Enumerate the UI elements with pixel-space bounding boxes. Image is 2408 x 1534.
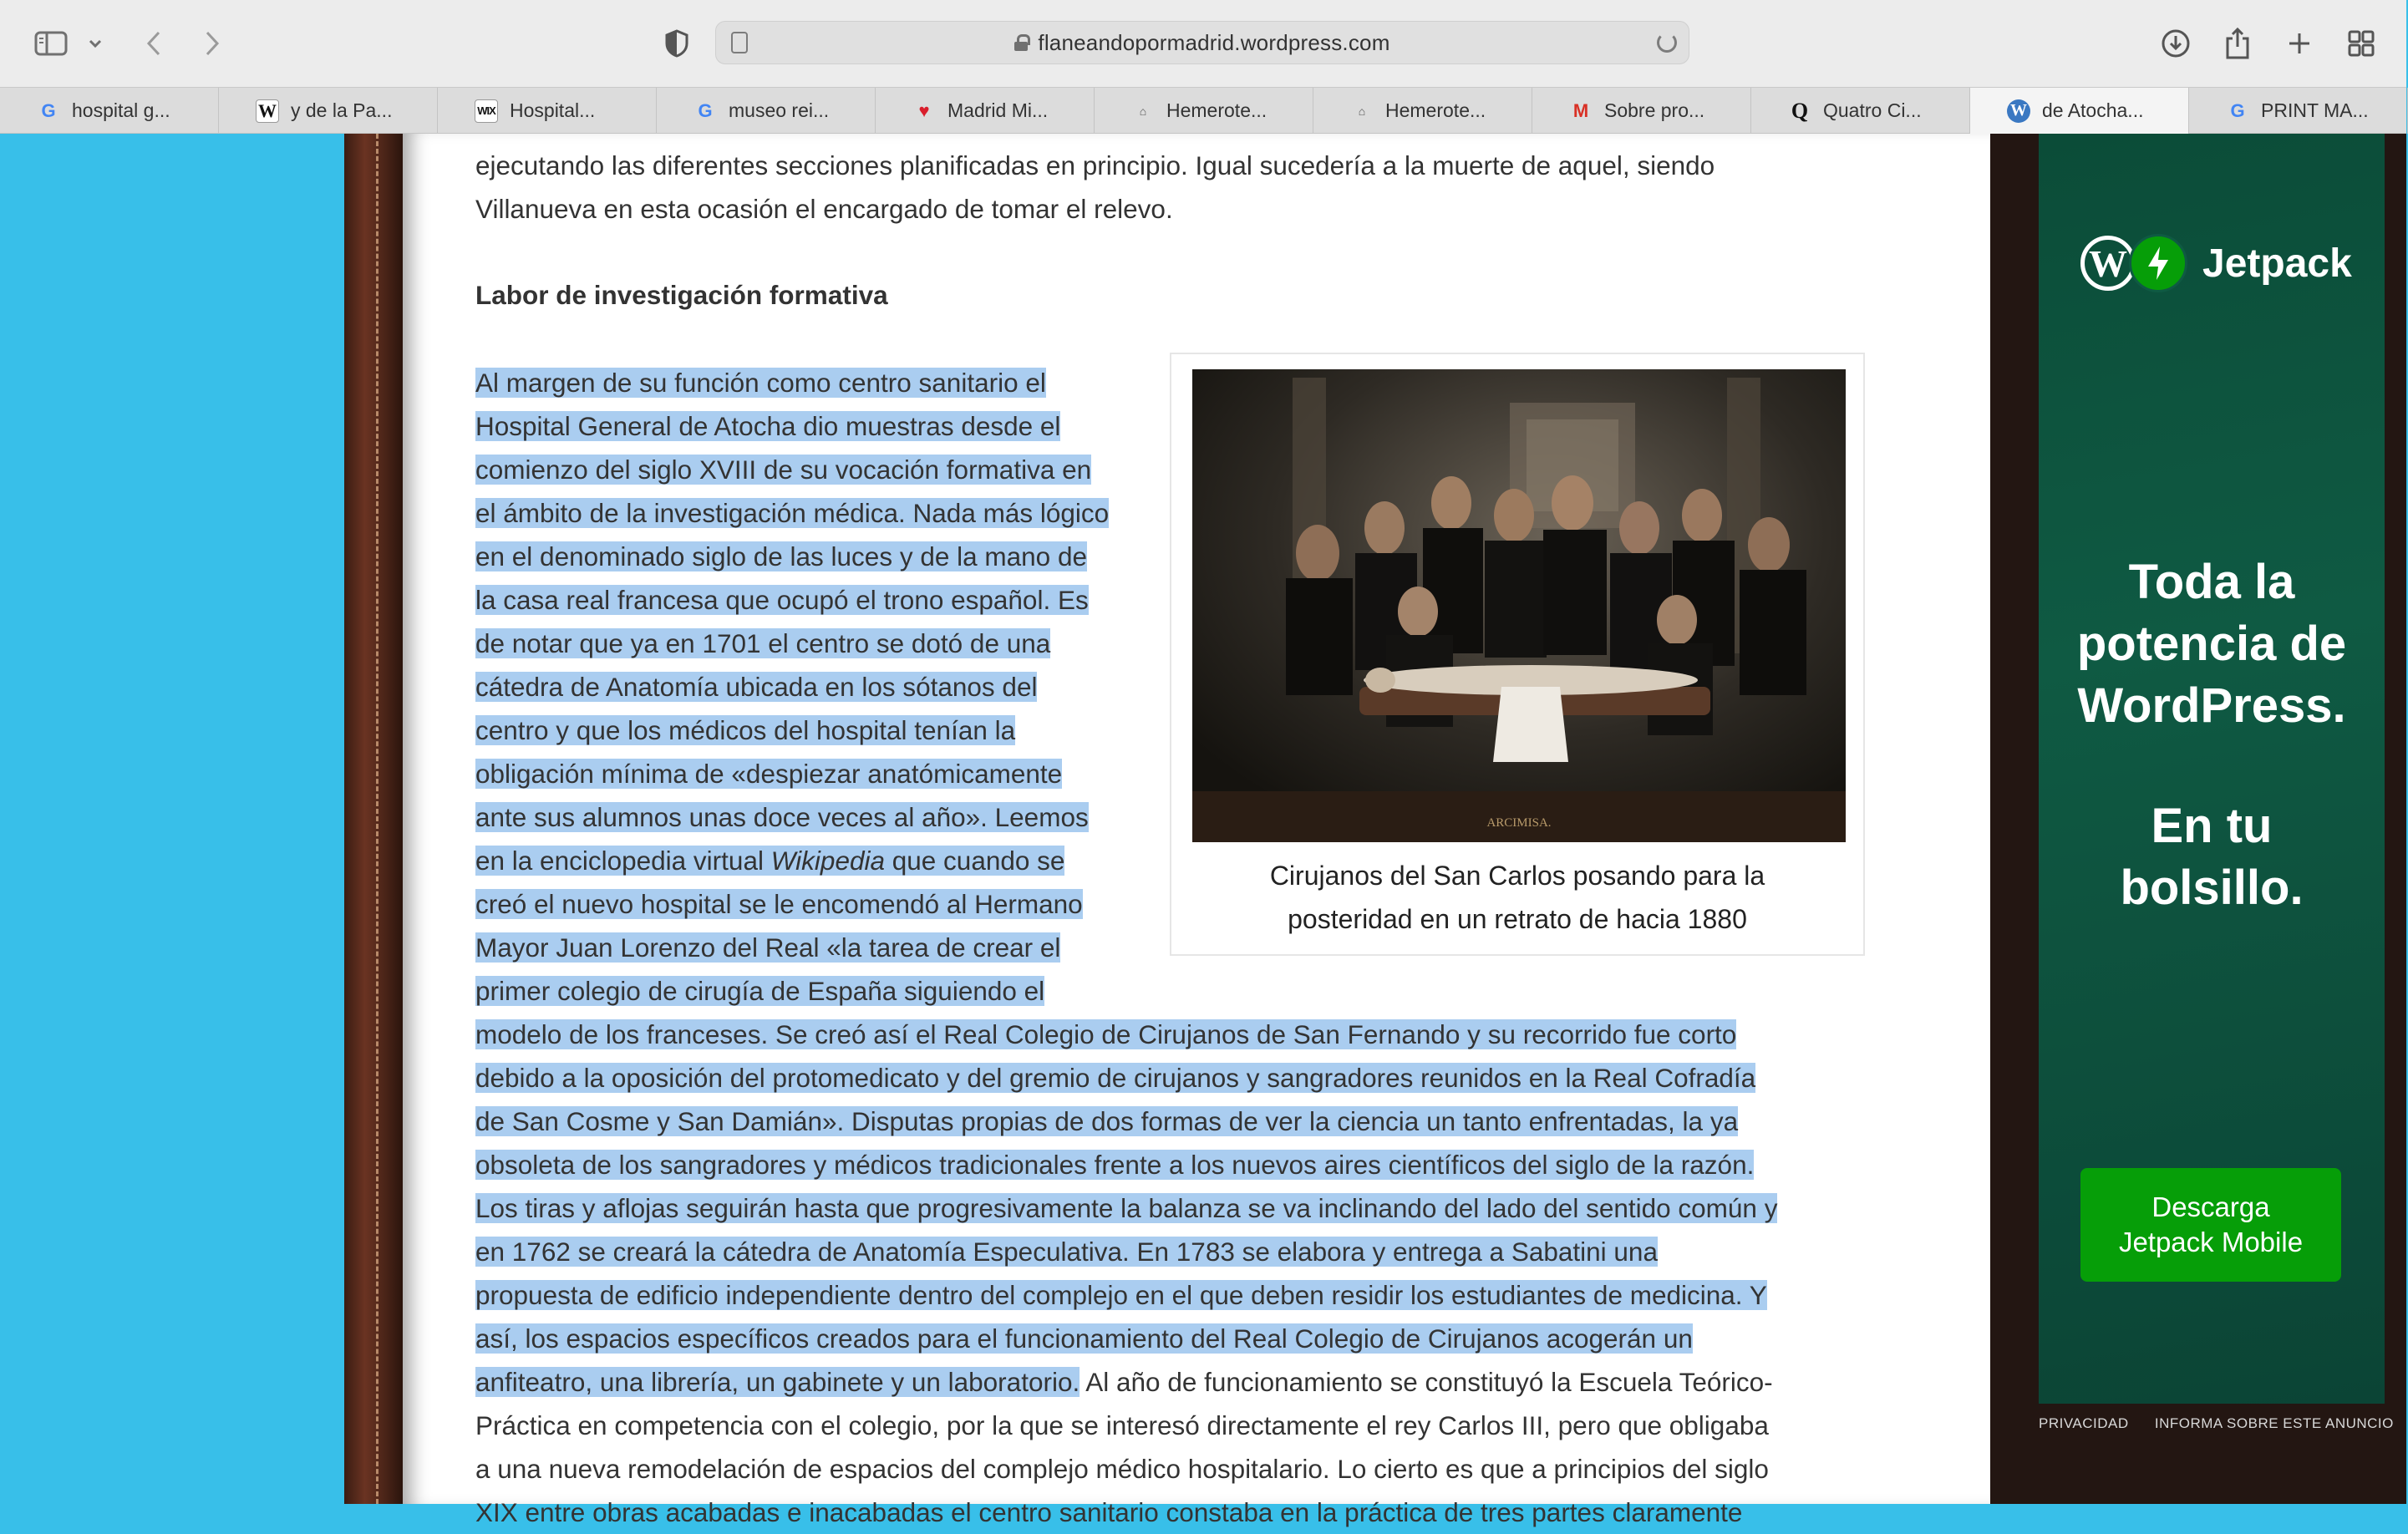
wiki-after: que cuando se bbox=[885, 846, 1065, 876]
figure-caption bbox=[1171, 854, 1863, 941]
privacy-link[interactable]: PRIVACIDAD bbox=[2039, 1415, 2129, 1431]
article-line: a una nueva remodelación de espacios del complejo médico hospitalario. Lo cierto es que a principios del siglo bbox=[475, 1454, 1769, 1484]
selected-text: la casa real francesa que ocupó el trono español. Es bbox=[475, 585, 1089, 615]
section-heading: Labor de investigación formativa bbox=[475, 280, 888, 310]
wordpress-icon: W bbox=[2007, 99, 2030, 123]
article-line: Villanueva en esta ocasión el encargado de tomar el relevo. bbox=[475, 194, 1173, 224]
tab-print[interactable] bbox=[2189, 88, 2408, 134]
gmail-icon: M bbox=[1572, 99, 1589, 121]
tab-label: hospital g... bbox=[72, 99, 170, 121]
tab-hemeroteca-1[interactable] bbox=[1095, 88, 1313, 134]
tab-label: PRINT MA... bbox=[2261, 99, 2369, 121]
article-line bbox=[475, 1230, 1658, 1273]
selected-text: obligación mínima de «despiezar anatómicamente bbox=[475, 759, 1063, 789]
selected-text: Mayor Juan Lorenzo del Real «la tarea de crear el bbox=[475, 932, 1061, 963]
caption-line: Cirujanos del San Carlos posando para la bbox=[1269, 861, 1765, 891]
article-line bbox=[475, 404, 1060, 448]
ad-headline bbox=[2039, 551, 2385, 737]
jetpack-bolt-icon bbox=[2129, 234, 2187, 292]
wikipedia-link[interactable]: Wikipedia bbox=[770, 846, 885, 876]
tab-gmail[interactable] bbox=[1532, 88, 1751, 134]
ad-headline-line: Toda la bbox=[2128, 555, 2295, 609]
selected-text bbox=[475, 846, 1064, 876]
bne-icon: ⌂ bbox=[1139, 104, 1147, 118]
article-line bbox=[475, 1273, 1767, 1317]
article-line bbox=[475, 1100, 1738, 1143]
ad-subline-line: bolsillo. bbox=[2120, 861, 2304, 915]
selected-text: obsoleta de los sangradores y médicos tradicionales frente a los nuevos aires científicos del siglo de la razón. bbox=[475, 1150, 1755, 1180]
google-icon: G bbox=[698, 99, 713, 121]
tab-bar bbox=[0, 87, 2406, 134]
article-line bbox=[475, 1143, 1754, 1186]
leather-border bbox=[344, 134, 403, 1504]
url-text: flaneandopormadrid.wordpress.com bbox=[1038, 29, 1390, 55]
tab-label: Madrid Mi... bbox=[947, 99, 1049, 121]
privacy-shield-icon[interactable] bbox=[660, 18, 693, 69]
quora-icon: Q bbox=[1791, 98, 1809, 123]
article-line bbox=[475, 926, 1060, 969]
selected-text: modelo de los franceses. Se creó así el Real Colegio de Cirujanos de San Fernando y su recorrido fue corto bbox=[475, 1019, 1737, 1049]
google-icon: G bbox=[2230, 99, 2245, 121]
selected-text: Hospital General de Atocha dio muestras desde el bbox=[475, 411, 1061, 441]
tab-madrid[interactable] bbox=[876, 88, 1095, 134]
new-tab-icon[interactable] bbox=[2281, 18, 2318, 69]
article-line bbox=[475, 882, 1083, 926]
article-line bbox=[475, 1186, 1777, 1230]
browser-toolbar bbox=[0, 0, 2406, 87]
lock-icon bbox=[1014, 34, 1028, 51]
selected-text: propuesta de edificio independiente dentro del complejo en el que deben residir los estudiantes de medicina. Y bbox=[475, 1280, 1767, 1310]
selected-text: en 1762 se creará la cátedra de Anatomía Especulativa. En 1783 se elabora y entrega a Sabatini una bbox=[475, 1237, 1658, 1267]
sidebar-toggle-icon[interactable] bbox=[32, 18, 70, 69]
unselected-text: Al año de funcionamiento se constituyó la Escuela Teórico- bbox=[1080, 1367, 1773, 1397]
selected-text: comienzo del siglo XVIII de su vocación formativa en bbox=[475, 455, 1092, 485]
tab-de-atocha[interactable] bbox=[1970, 88, 2189, 134]
article-line bbox=[475, 578, 1089, 622]
tab-label: de Atocha... bbox=[2042, 99, 2144, 121]
selected-text: en el denominado siglo de las luces y de la mano de bbox=[475, 541, 1087, 571]
ad-headline-line: potencia de bbox=[2076, 617, 2347, 671]
downloads-icon[interactable] bbox=[2157, 18, 2194, 69]
google-icon: G bbox=[41, 99, 56, 121]
selected-text: así, los espacios específicos creados para el funcionamiento del Real Colegio de Cirujanos acogerán un bbox=[475, 1323, 1693, 1354]
tab-label: y de la Pa... bbox=[291, 99, 393, 121]
article-line bbox=[475, 491, 1109, 535]
selected-text: ante sus alumnos unas doce veces al año». Leemos bbox=[475, 802, 1089, 832]
wordpress-logo-icon: W bbox=[2080, 236, 2136, 291]
tab-hospital[interactable] bbox=[0, 88, 219, 134]
tab-label: Sobre pro... bbox=[1604, 99, 1705, 121]
selected-text: creó el nuevo hospital se le encomendó al Hermano bbox=[475, 889, 1083, 919]
bne-icon: ⌂ bbox=[1358, 104, 1366, 118]
article-line: XIX entre obras acabadas e inacabadas el centro sanitario constaba en la práctica de tres partes claramente bbox=[475, 1497, 1743, 1527]
article-line bbox=[475, 752, 1062, 795]
ad-footer bbox=[2039, 1415, 2394, 1432]
chevron-down-icon[interactable] bbox=[84, 18, 107, 69]
tab-wikipedia[interactable] bbox=[219, 88, 438, 134]
selected-text: centro y que los médicos del hospital tenían la bbox=[475, 715, 1016, 745]
selected-text: debido a la oposición del protomedicato y del gremio de cirujanos y sangradores reunidos en la Real Cofradía bbox=[475, 1063, 1756, 1093]
tab-label: Hospital... bbox=[510, 99, 596, 121]
selected-text: Al margen de su función como centro sanitario el bbox=[475, 368, 1046, 398]
article-line: Práctica en competencia con el colegio, por la que se interesó directamente el rey Carlos III, pero que obligaba bbox=[475, 1410, 1769, 1440]
wiki-before: en la enciclopedia virtual bbox=[475, 846, 771, 876]
tab-hemeroteca-2[interactable] bbox=[1313, 88, 1532, 134]
tab-label: Quatro Ci... bbox=[1823, 99, 1922, 121]
selected-text: anfiteatro, una librería, un gabinete y un laboratorio. bbox=[475, 1367, 1080, 1397]
tab-label: museo rei... bbox=[729, 99, 830, 121]
article-line bbox=[475, 795, 1089, 839]
selected-text: Los tiras y aflojas seguirán hasta que progresivamente la balanza se va inclinando del lado del sentido común y bbox=[475, 1193, 1778, 1223]
article-line bbox=[475, 839, 1064, 882]
selected-text: el ámbito de la investigación médica. Nada más lógico bbox=[475, 498, 1110, 528]
tab-overview-icon[interactable] bbox=[2343, 18, 2380, 69]
report-ad-link[interactable]: INFORMA SOBRE ESTE ANUNCIO bbox=[2154, 1415, 2394, 1431]
ad-headline-line: WordPress. bbox=[2077, 678, 2346, 733]
reader-mode-icon[interactable] bbox=[731, 32, 748, 53]
ad-subline bbox=[2039, 795, 2385, 919]
article-line bbox=[475, 448, 1091, 491]
caption-line: posteridad en un retrato de hacia 1880 bbox=[1288, 904, 1747, 934]
wikipedia-icon: W bbox=[256, 99, 279, 123]
tab-label: Hemerote... bbox=[1385, 99, 1486, 121]
painting-plaque: ARCIMISA. bbox=[1486, 816, 1552, 830]
selected-text: de notar que ya en 1701 el centro se dotó de una bbox=[475, 628, 1051, 658]
jetpack-ad[interactable] bbox=[2039, 134, 2385, 1404]
selected-text: cátedra de Anatomía ubicada en los sótanos del bbox=[475, 672, 1038, 702]
article-line bbox=[475, 361, 1046, 404]
back-icon[interactable] bbox=[137, 18, 170, 69]
button-line: Descarga bbox=[2151, 1191, 2270, 1222]
jetpack-logo bbox=[2080, 234, 2352, 292]
tab-label: Hemerote... bbox=[1166, 99, 1268, 121]
address-bar[interactable] bbox=[715, 21, 1689, 64]
figure bbox=[1170, 353, 1865, 956]
ad-brand: Jetpack bbox=[2202, 241, 2352, 286]
tab-museo[interactable] bbox=[657, 88, 876, 134]
tab-wix[interactable] bbox=[438, 88, 657, 134]
article-line bbox=[475, 709, 1015, 752]
selected-text: de San Cosme y San Damián». Disputas propias de dos formas de ver la ciencia un tanto enfrentadas, la ya bbox=[475, 1106, 1739, 1136]
button-line: Jetpack Mobile bbox=[2118, 1227, 2304, 1257]
article-line bbox=[475, 665, 1037, 709]
article-line bbox=[475, 535, 1087, 578]
reload-icon[interactable] bbox=[1657, 33, 1677, 53]
article-line bbox=[475, 1317, 1693, 1360]
article-line bbox=[475, 1360, 1773, 1404]
painting-image[interactable] bbox=[1192, 369, 1846, 842]
share-icon[interactable] bbox=[2219, 18, 2256, 69]
article-line bbox=[475, 1013, 1736, 1056]
article-line bbox=[475, 969, 1044, 1013]
madrid-icon: ♥ bbox=[918, 99, 930, 121]
article-line: ejecutando las diferentes secciones planificadas en principio. Igual sucedería a la muerte de aquel, siendo bbox=[475, 150, 1715, 180]
forward-icon[interactable] bbox=[196, 18, 229, 69]
download-jetpack-button[interactable] bbox=[2080, 1168, 2341, 1282]
ad-subline-line: En tu bbox=[2151, 799, 2273, 853]
article-line bbox=[475, 622, 1050, 665]
wix-icon: WIX bbox=[475, 99, 498, 123]
article-line bbox=[475, 1056, 1755, 1100]
selected-text: primer colegio de cirugía de España siguiendo el bbox=[475, 976, 1045, 1006]
tab-quora[interactable] bbox=[1751, 88, 1970, 134]
